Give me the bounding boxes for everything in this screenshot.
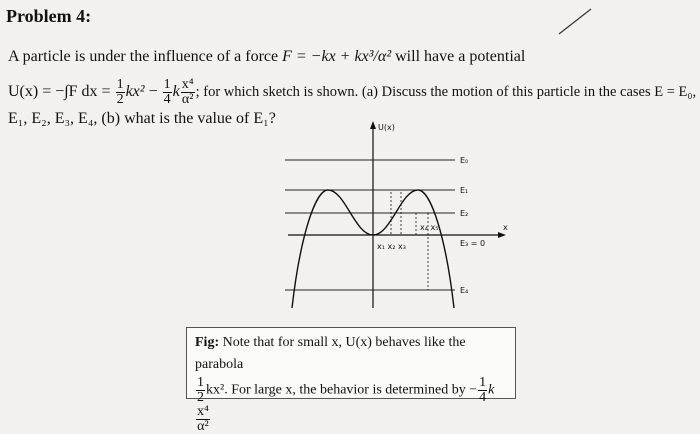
caption-half-den: 2	[197, 390, 204, 405]
caption-k: k	[488, 382, 495, 398]
fraction-quarter	[163, 78, 172, 107]
x-axis-arrow-icon	[498, 232, 506, 238]
problem-title: Problem 4:	[6, 6, 92, 26]
question-line: E₁, E₂, E₃, E₄, (b) what is the value of E₁?	[8, 110, 276, 127]
potential-energy-diagram	[270, 118, 520, 313]
fraction-alpha2-den: α²	[181, 92, 194, 107]
intro-line	[8, 48, 525, 66]
potential-lhs: U(x) = −∫F dx =	[8, 83, 111, 101]
y-axis-label: U(x)	[378, 123, 395, 132]
level-e4-label: E₄	[460, 286, 469, 295]
caption-alpha2-den: α²	[197, 419, 209, 434]
caption-fraction-x4	[196, 405, 210, 434]
caption-fraction-half	[196, 376, 205, 405]
caption-quarter-den: 4	[479, 390, 487, 405]
fraction-half-den: 2	[116, 92, 124, 107]
caption-x4-num: x⁴	[197, 404, 209, 419]
term-kx2: kx²	[125, 83, 145, 101]
fraction-x4-alpha2	[181, 78, 195, 107]
caption-half-num: 1	[197, 375, 204, 390]
minus-sign: −	[148, 83, 158, 101]
level-e1-label: E₁	[460, 186, 469, 195]
caption-quarter-num: 1	[479, 375, 487, 390]
caption-text-1: Note that for small x, U(x) behaves like the parabola	[195, 335, 466, 372]
caption-fraction-quarter	[478, 376, 487, 405]
fraction-quarter-num: 1	[163, 77, 171, 92]
fraction-quarter-den: 4	[163, 92, 171, 107]
x-axis-label: x	[503, 223, 508, 232]
potential-tail: ; for which sketch is shown. (a) Discuss the motion of this particle in the cases E = E₀,	[195, 84, 697, 101]
force-expression: F = −kx + kx³/α²	[282, 48, 392, 65]
fraction-half-num: 1	[116, 77, 124, 92]
figure-caption	[186, 327, 516, 434]
level-e2-label: E₂	[460, 209, 469, 218]
points-x1-x3-label: x₁ x₂ x₃	[377, 242, 406, 251]
caption-fig-label: Fig:	[195, 335, 220, 350]
level-e3-label: E₃ = 0	[460, 239, 486, 248]
fraction-half	[116, 78, 125, 107]
fraction-x4-num: x⁴	[181, 77, 194, 92]
caption-line-1	[195, 332, 507, 376]
caption-text-2: kx². For large x, the behavior is determined by −	[206, 382, 478, 398]
y-axis-arrow-icon	[370, 121, 376, 129]
level-e0-label: E₀	[460, 156, 469, 165]
term-k: k	[172, 83, 180, 101]
caption-line-2	[195, 376, 507, 434]
pen-stroke-mark	[555, 6, 595, 36]
intro-text: A particle is under the influence of a force	[8, 48, 279, 65]
intro-end: will have a potential	[395, 48, 526, 65]
points-x4-x5-label: x₄ x₅	[420, 223, 439, 232]
potential-line	[8, 78, 696, 107]
